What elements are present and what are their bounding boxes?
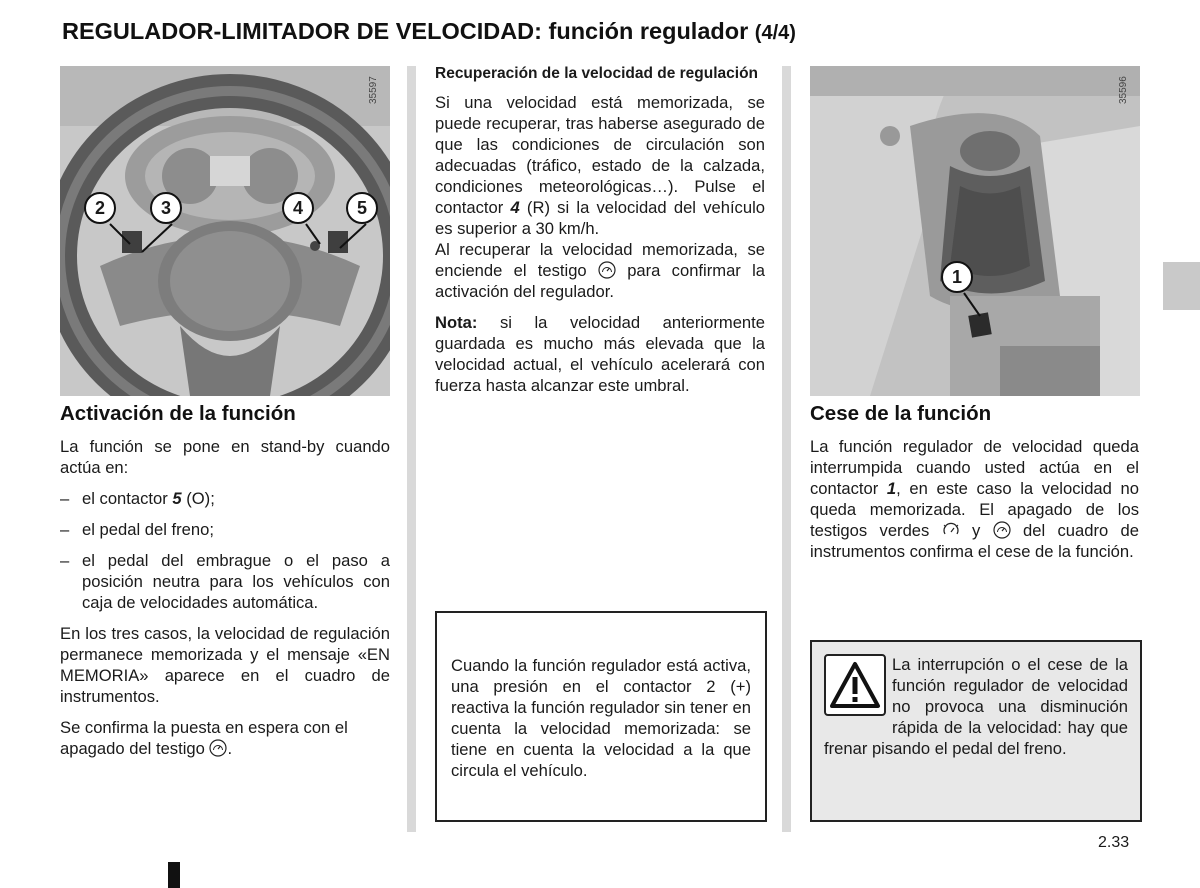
list-item: – el pedal del embrague o el paso a posición neutra para los vehículos con caja de velocidades automática. bbox=[60, 551, 390, 612]
callout-5: 5 bbox=[346, 192, 378, 224]
key-ref: 1 bbox=[886, 479, 897, 498]
title-page-of: (4/4) bbox=[754, 22, 796, 44]
stop-text-a: La función regulador de velocidad queda interrumpida cuando usted actúa en el contactor bbox=[810, 437, 1139, 498]
recovery-text: Si una velocidad está memorizada, se puede recuperar, tras haberse asegurado de que las condiciones de circulación son adecuadas (tráfico, estado de la calzada, condiciones meteorológicas…). Pulse el contactor bbox=[435, 93, 765, 217]
key-ref: 5 bbox=[172, 489, 182, 508]
recovery-text-end: (R) si la velocidad del vehículo es superior a 30 km/h. bbox=[435, 198, 766, 238]
steering-wheel-illustration bbox=[60, 66, 390, 396]
console-illustration bbox=[810, 66, 1140, 396]
steering-wheel-photo bbox=[60, 66, 390, 396]
callout-3: 3 bbox=[150, 192, 182, 224]
note-paragraph bbox=[435, 312, 765, 396]
middle-column-text bbox=[435, 64, 765, 406]
warning-text-content: La interrupción o el cese de la función regulador de velocidad no provoca una disminución rápida de la velocidad: hay que frenar pisando el pedal del freno. bbox=[824, 655, 1128, 758]
list-item-text: el pedal del freno; bbox=[82, 520, 214, 539]
left-column-text bbox=[60, 436, 390, 769]
stop-text-c: y bbox=[972, 521, 981, 540]
right-column-text bbox=[810, 436, 1139, 572]
heading-recovery: Recuperación de la velocidad de regulación bbox=[435, 65, 759, 82]
confirm-text: Se confirma la puesta en espera con el apagado del testigo bbox=[60, 718, 348, 758]
key-ref: 2 bbox=[706, 677, 716, 696]
callout-2: 2 bbox=[84, 192, 116, 224]
page-number: 2.33 bbox=[1098, 834, 1130, 851]
speedometer-icon bbox=[209, 739, 227, 757]
key-ref: 4 bbox=[510, 198, 520, 217]
title-text: REGULADOR-LIMITADOR DE VELOCIDAD: función regulador bbox=[62, 18, 749, 44]
heading-stop: Cese de la función bbox=[810, 402, 992, 425]
speedometer-flash-icon bbox=[942, 521, 960, 539]
speedometer-icon bbox=[598, 261, 616, 279]
speedometer-icon bbox=[993, 521, 1011, 539]
note-text: si la velocidad anteriormente guardada es mucho más elevada que la velocidad actual, el vehículo acelerará con fuerza hasta alcanzar este umbral. bbox=[435, 313, 765, 395]
stop-text-b: , en este caso la velocidad no queda memorizada. El apagado de los testigos verdes bbox=[810, 479, 1139, 540]
crop-mark bbox=[168, 862, 180, 888]
warning-box bbox=[810, 640, 1142, 822]
list-item-text-end: (O); bbox=[181, 489, 215, 508]
info-box-text bbox=[451, 655, 751, 781]
list-item: – el contactor 5 (O); bbox=[60, 489, 215, 508]
console-photo bbox=[810, 66, 1140, 396]
callout-4: 4 bbox=[282, 192, 314, 224]
list-item: – el pedal del freno; bbox=[60, 519, 390, 540]
page-title bbox=[62, 18, 1062, 45]
callout-1: 1 bbox=[941, 261, 973, 293]
list-item-text: el pedal del embrague o el paso a posición neutra para los vehículos con caja de velocidades automática. bbox=[82, 551, 390, 612]
confirm-text-end: . bbox=[227, 739, 233, 758]
info-box bbox=[435, 611, 767, 822]
heading-activation: Activación de la función bbox=[60, 402, 296, 425]
warning-text bbox=[824, 654, 1128, 759]
info-box-text-b: (+) reactiva la función regulador sin tener en cuenta la velocidad memorizada: se tiene en cuenta la velocidad a la que circula el vehículo. bbox=[451, 677, 751, 780]
stop-paragraph bbox=[810, 436, 1139, 562]
info-box-text-a: Cuando la función regulador está activa, una presión en el contactor bbox=[451, 656, 751, 696]
column-divider-right bbox=[782, 66, 791, 832]
list-item-text: el contactor bbox=[82, 489, 173, 508]
stop-text-d: del cuadro de instrumentos confirma el cese de la función. bbox=[810, 521, 1139, 561]
photo-id-right: 35596 bbox=[1118, 76, 1129, 104]
intro-text: La función se pone en stand-by cuando actúa en: bbox=[60, 437, 390, 477]
photo-id-left: 35597 bbox=[368, 76, 379, 104]
note-label: Nota: bbox=[435, 313, 478, 332]
column-divider-left bbox=[407, 66, 416, 832]
memory-paragraph: En los tres casos, la velocidad de regulación permanece memorizada y el mensaje «EN MEMORIA» aparece en el cuadro de instrumentos. bbox=[60, 624, 390, 706]
recovery-paragraph bbox=[435, 92, 765, 302]
recovery-activation-text-end: para confirmar la activación del regulador. bbox=[435, 261, 765, 301]
recovery-activation-text: Al recuperar la velocidad memorizada, se enciende el testigo bbox=[435, 240, 765, 280]
confirm-paragraph bbox=[60, 717, 390, 759]
chapter-tab bbox=[1163, 262, 1200, 310]
